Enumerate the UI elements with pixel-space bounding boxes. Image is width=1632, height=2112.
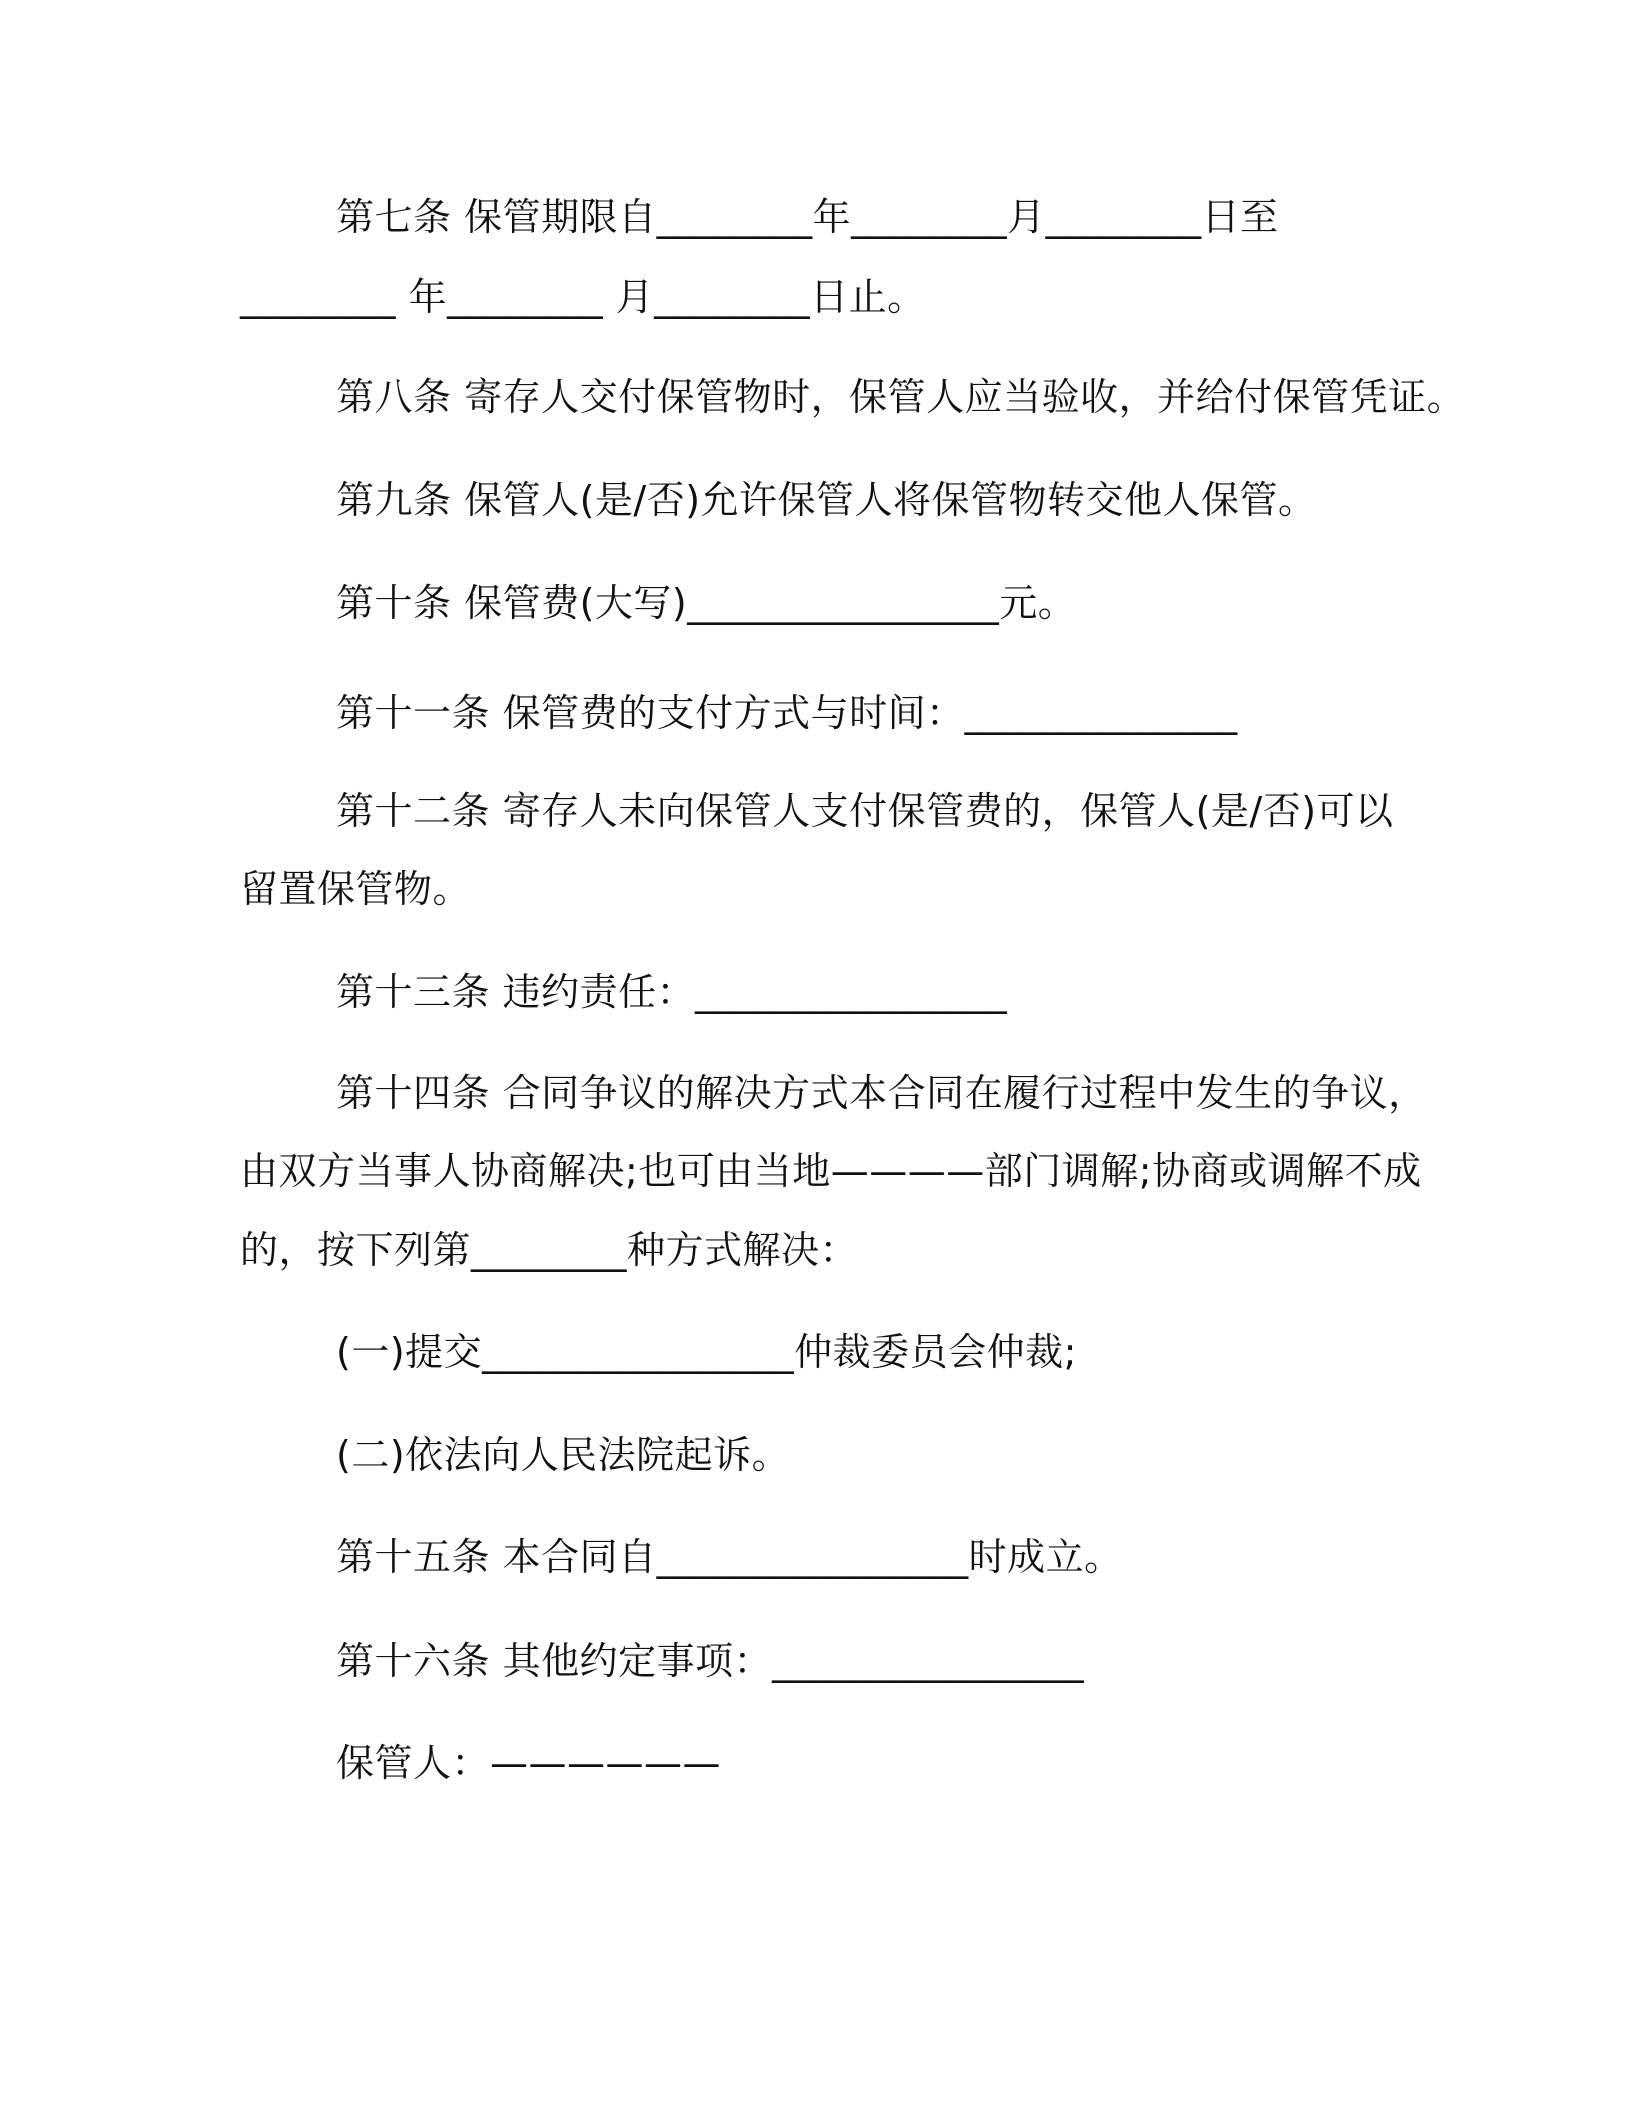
- dispute-option-1: (一)提交________________仲裁委员会仲裁;: [336, 1330, 1077, 1374]
- article-14-line-1: 第十四条 合同争议的解决方式本合同在履行过程中发生的争议，: [336, 1071, 1427, 1115]
- article-11: 第十一条 保管费的支付方式与时间：______________: [336, 691, 1238, 735]
- article-14-line-3: 的，按下列第________种方式解决：: [240, 1228, 859, 1272]
- article-8: 第八条 寄存人交付保管物时，保管人应当验收，并给付保管凭证。: [336, 375, 1466, 419]
- dispute-option-2: (二)依法向人民法院起诉。: [336, 1433, 791, 1477]
- article-7-line-2: ________ 年________ 月________日止。: [240, 275, 926, 319]
- custodian-signature: 保管人：——————: [336, 1741, 722, 1785]
- article-9: 第九条 保管人(是/否)允许保管人将保管物转交他人保管。: [336, 478, 1317, 522]
- article-13: 第十三条 违约责任：________________: [336, 970, 1008, 1014]
- article-10: 第十条 保管费(大写)________________元。: [336, 581, 1077, 625]
- article-12-line-1: 第十二条 寄存人未向保管人支付保管费的，保管人(是/否)可以: [336, 789, 1394, 833]
- article-12-line-2: 留置保管物。: [240, 867, 472, 911]
- article-14-line-2: 由双方当事人协商解决;也可由当地————部门调解;协商或调解不成: [240, 1149, 1422, 1193]
- article-7-line-1: 第七条 保管期限自________年________月________日至: [336, 195, 1279, 239]
- article-15: 第十五条 本合同自________________时成立。: [336, 1535, 1123, 1579]
- article-16: 第十六条 其他约定事项：________________: [336, 1639, 1085, 1683]
